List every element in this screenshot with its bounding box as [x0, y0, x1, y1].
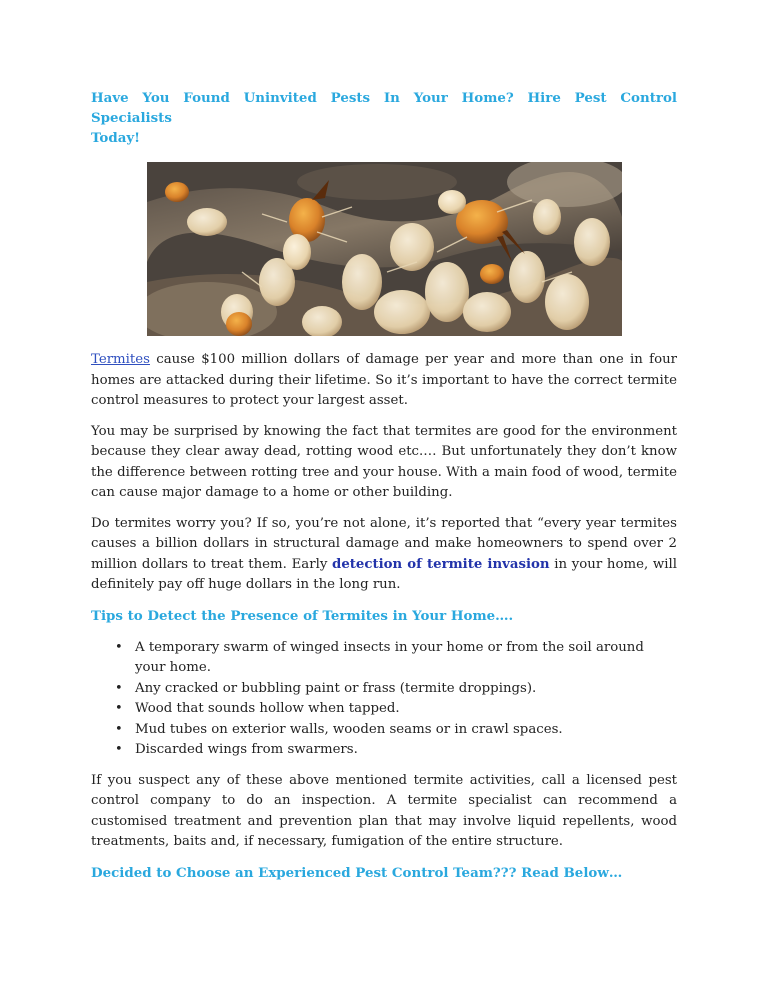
title-line-1: Have You Found Uninvited Pests In Your Home? Hire Pest Control Specialists	[91, 90, 677, 126]
bullet-icon: •	[115, 639, 123, 655]
termites-photo	[147, 162, 622, 336]
document-content	[91, 88, 677, 895]
tip-text: A temporary swarm of winged insects in your home or from the soil around your home.	[135, 639, 644, 675]
list-item	[115, 679, 677, 700]
bullet-icon: •	[115, 701, 123, 716]
termites-link[interactable]: Termites	[91, 352, 150, 367]
list-item	[115, 699, 677, 720]
bullet-icon: •	[115, 742, 123, 757]
paragraph-3-after: in your home, will definitely pay off huge dollars in the long run.	[91, 556, 677, 592]
paragraph-1-text: cause $100 million dollars of damage per year and more than one in four homes are attacked during their lifetime. So it’s important to have the correct termite control measures to protect your largest asset.	[91, 352, 677, 408]
closing-heading: Decided to Choose an Experienced Pest Control Team??? Read Below…	[91, 864, 623, 881]
list-item	[115, 720, 677, 741]
bullet-icon: •	[115, 721, 123, 737]
bullet-icon: •	[115, 680, 123, 696]
paragraph-environment	[91, 422, 677, 504]
tip-text: Wood that sounds hollow when tapped.	[135, 701, 400, 716]
paragraph-2-text: You may be surprised by knowing the fact that termites are good for the environment because they clear away dead, rotting wood etc.… But unfortunately they don’t know the difference between rotting tree and your house. With a main food of wood, termite can cause major damage to a home or other building.	[91, 423, 677, 500]
paragraph-4-text: If you suspect any of these above mentioned termite activities, call a licensed pest control company to do an inspection. A termite specialist can recommend a customised treatment and prevention plan that may involve liquid repellents, wood treatments, baits and, if necessary, fumigation of the entire structure.	[91, 772, 677, 849]
tip-text: Discarded wings from swarmers.	[135, 742, 358, 757]
tips-heading: Tips to Detect the Presence of Termites in Your Home….	[91, 607, 514, 624]
paragraph-worry	[91, 514, 677, 596]
tip-text: Any cracked or bubbling paint or frass (termite droppings).	[135, 680, 537, 696]
termites-illustration	[147, 162, 622, 336]
list-item	[115, 740, 677, 761]
paragraph-termites-damage	[91, 350, 677, 412]
page-title	[91, 88, 677, 148]
tip-text: Mud tubes on exterior walls, wooden seams or in crawl spaces.	[135, 721, 563, 737]
paragraph-3-before: Do termites worry you? If so, you’re not alone, it’s reported that “every year termites causes a billion dollars in structural damage and make homeowners to spend over 2 million dollars to treat them. Early	[91, 515, 677, 572]
list-item	[115, 638, 677, 679]
paragraph-inspection	[91, 771, 677, 853]
title-line-2: Today!	[91, 130, 141, 146]
tips-list	[91, 638, 677, 761]
detection-link[interactable]: detection of termite invasion	[332, 556, 550, 572]
